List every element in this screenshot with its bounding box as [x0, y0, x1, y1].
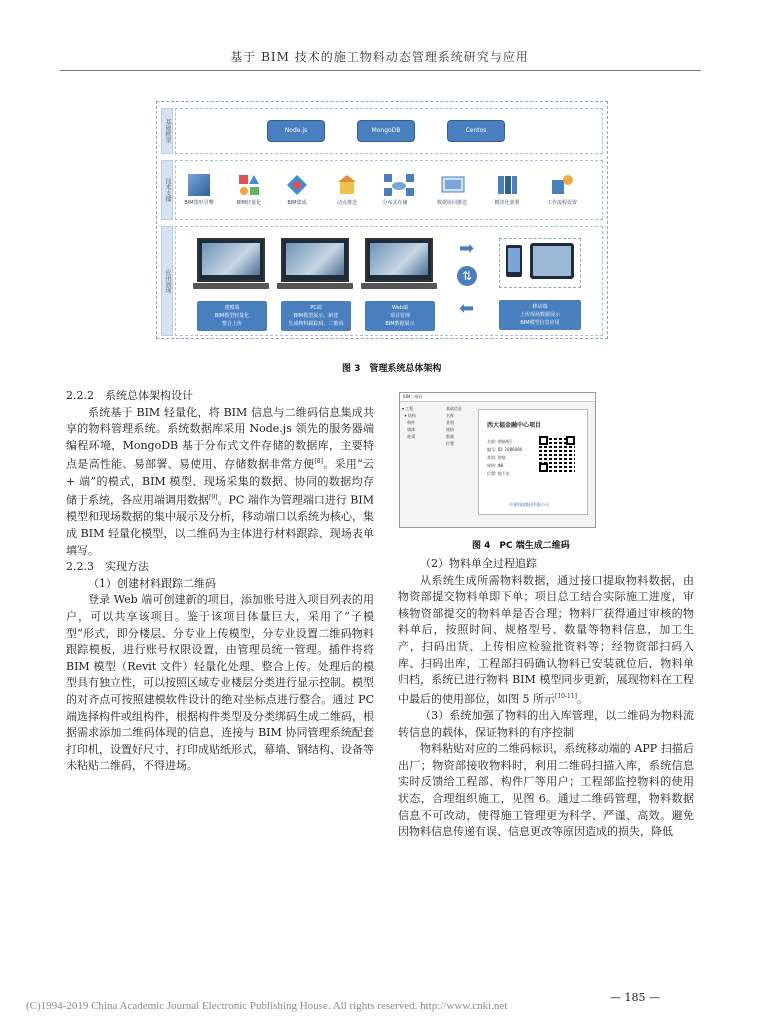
tech-layer — [157, 158, 607, 220]
property-item[interactable]: 类别 — [446, 420, 454, 425]
terminal-pc: PC端 BIM模型展示、新建 生成物料跟踪码、二维码 — [281, 238, 351, 331]
workflow-icon — [551, 174, 573, 196]
paragraph: 从系统生成所需物料数据，通过接口提取物料数据，由物资部提交物料单即下单；项目总工结合实际施工进度，审核物资部提交的物料单是否合理；物料厂获得通过审核的物料单后，按照时间、规格型号、数量等物料信息，加工生产，扫码出货、上传相应检验批资料等；经物资部扫码入库、扫码出库，工程部扫码确认物料已安装就位后，物料单归档，系统已进行物料 BIM 模型同步更新，展现物料在工程中最后的使用部位，如图 5 所示[10-11]。 — [398, 573, 694, 706]
property-item[interactable]: 名称 — [446, 413, 454, 418]
citation[interactable]: [8] — [314, 458, 323, 466]
paragraph: 系统基于 BIM 轻量化，将 BIM 信息与二维码信息集成共享的物料管理系统。系统数据库采用 Node.js 领先的服务器端编程环境，MongoDB 基于分布式文件存储的数据库，主要特点是高性能、易部署、易使用、存储数据非常方便[8]。采用“云 + 端”的模式，BIM 模型、现场采集的数据、协同的数据均存储于系统，各应用端调用数据[9]。PC 端作为管理端口进行 BIM 模型和现场数据的集中展示及分析，移动端口以系统为核心，集成 BIM 轻量化模型，以二维码为主体进行材料跟踪、现场表单填写。 — [66, 405, 375, 557]
property-panel — [446, 405, 470, 447]
tech-item: BIM轻量化 — [229, 174, 269, 206]
arrow-right-icon: ➡ — [459, 238, 475, 259]
layer-label-app: 应用展现 — [161, 226, 173, 336]
figure-4-caption: 图 4 PC 端生成二维码 — [472, 541, 570, 551]
dialog-info — [487, 438, 522, 478]
info-line[interactable]: 规格: Φ8 — [487, 463, 504, 468]
terminal-mobile: 移动端 上传现场数据展示 BIM模型信息应用 — [499, 238, 581, 330]
base-layer — [157, 106, 607, 154]
left-column — [66, 388, 374, 775]
citation[interactable]: [10-11] — [555, 692, 577, 700]
copyright-footer: (C)1994-2019 China Academic Journal Electronic Publishing House. All rights reserved. http://www.cnki.net — [26, 1000, 508, 1012]
integration-icon — [286, 174, 308, 196]
app-layer — [157, 224, 607, 336]
tree-item[interactable]: 柱梁 — [402, 434, 416, 439]
terminal-web: Web端 项目管理 BIM数据展示 — [365, 238, 435, 331]
server-icon — [496, 174, 518, 196]
section-2-2-3-heading: 2.2.3 实现方法 — [66, 560, 149, 574]
property-item[interactable]: 基础信息 — [446, 406, 462, 411]
monitor-icon — [365, 238, 433, 282]
base-item-centos: Centos — [447, 120, 505, 142]
company-logo: 中建科技集团有限公司 — [509, 502, 549, 507]
property-item[interactable]: 规格 — [446, 427, 454, 432]
info-line[interactable]: 类别: 钢筋 — [487, 455, 506, 460]
figure-3-architecture — [156, 101, 608, 339]
terminal-modeling: 建模端 BIM模型轻量化 整合上传 — [197, 238, 267, 331]
layer-label-tech: 技术支撑 — [161, 160, 173, 220]
tech-item: BIM集成 — [277, 174, 317, 206]
base-item-nodejs: Node.js — [267, 120, 325, 142]
qr-dialog — [478, 409, 588, 515]
tech-item: 模块化部署 — [487, 174, 527, 206]
property-item[interactable]: 位置 — [446, 441, 454, 446]
monitor-icon — [197, 238, 265, 282]
shapes-icon — [238, 174, 260, 196]
tree-item[interactable]: 墙体 — [402, 427, 416, 432]
citation[interactable]: [9] — [209, 494, 218, 502]
subheading: （2）物料单全过程追踪 — [420, 557, 537, 570]
property-item[interactable]: 数量 — [446, 434, 454, 439]
tech-item: 分布式存储 — [375, 174, 415, 206]
tree-panel — [402, 405, 442, 440]
graphics-engine-icon — [188, 174, 210, 196]
tree-item[interactable]: ▾ 结构 — [402, 413, 416, 418]
tree-item[interactable]: 构件 — [402, 420, 416, 425]
layer-label-base: 基础框架 — [161, 108, 173, 154]
tree-item[interactable]: ▾ 工程 — [402, 406, 414, 411]
figure-3-caption: 图 3 管理系统总体架构 — [342, 364, 442, 374]
sync-hub-icon: ⇅ — [457, 266, 477, 286]
section-2-2-2-heading: 2.2.2 系统总体架构设计 — [66, 389, 193, 402]
distributed-storage-icon — [384, 174, 406, 196]
paragraph: 物料粘贴对应的二维码标识，系统移动端的 APP 扫描后出厂；物资部接收物料时，利用二维码扫描入库，系统信息实时反馈给工程部、构件厂等用户；工程部监控物料的使用状态，合理组织施工，见图 6。通过二维码管理，物料数据信息不可改动，使得施工管理更为科学、严谨、高效。避免因物料信息传递有误、信息更改等原因造成的损失，降低 — [398, 742, 694, 839]
paragraph: 登录 Web 端可创建新的项目，添加账号进入项目列表的用户，可以共享该项目。鉴于该项目体量巨大，采用了“子模型”形式，即分楼层、分专业上传模型，分专业设置二维码物料跟踪模板，进行账号权限设置，由管理员统一管理。插件将将 BIM 模型（Revit 文件）轻量化处理、整合上传。处理后的模型具有独立性，可以按照区域专业楼层分类进行显示控制。模型的对齐点可按照建模软件设计的绝对坐标点进行整合。通过 PC 端选择构件或组构件，根据构件类型及分类绑码生成二维码，根据需求添加二维码体现的信息，连接与 BIM 协同管理系统配套打印机，设置好尺寸，打印成贴纸形式，幕墙、钢结构、设备等未粘贴二维码，不得进场。 — [66, 593, 374, 773]
running-header: 基于 BIM 技术的施工物料动态管理系统研究与应用 — [230, 50, 529, 64]
sync-icon — [441, 174, 463, 196]
info-line[interactable]: 编号: ID: 2086090 — [487, 447, 523, 452]
tech-item: 动点推送 — [327, 174, 367, 206]
figure-4-screenshot — [399, 392, 596, 528]
header-rule — [60, 70, 701, 71]
tech-item: 数据协同推送 — [432, 174, 472, 206]
tech-item: BIM图形引擎 — [179, 174, 219, 206]
window-title: BIM二维码 — [400, 393, 595, 402]
info-line[interactable]: 名称: 钢筋A区 — [487, 439, 513, 444]
mobile-devices-icon — [499, 238, 581, 288]
qr-code-icon — [539, 436, 575, 472]
subheading: （3）系统加强了物料的出入库管理，以二维码为物料流转信息的载体，保证物料的有序控制 — [398, 709, 694, 739]
monitor-icon — [281, 238, 349, 282]
arrow-left-icon: ⬅ — [459, 298, 475, 319]
base-item-mongodb: MongoDB — [357, 120, 415, 142]
push-icon — [336, 174, 358, 196]
dialog-title: 西大福金融中心项目 — [487, 422, 542, 429]
page-number: — 185 — — [610, 991, 660, 1004]
subheading: （1）创建材料跟踪二维码 — [88, 576, 216, 590]
tech-item: 工作流程设置 — [542, 174, 582, 206]
info-line[interactable]: 位置: 地下室 — [487, 471, 510, 476]
right-column — [398, 556, 694, 841]
